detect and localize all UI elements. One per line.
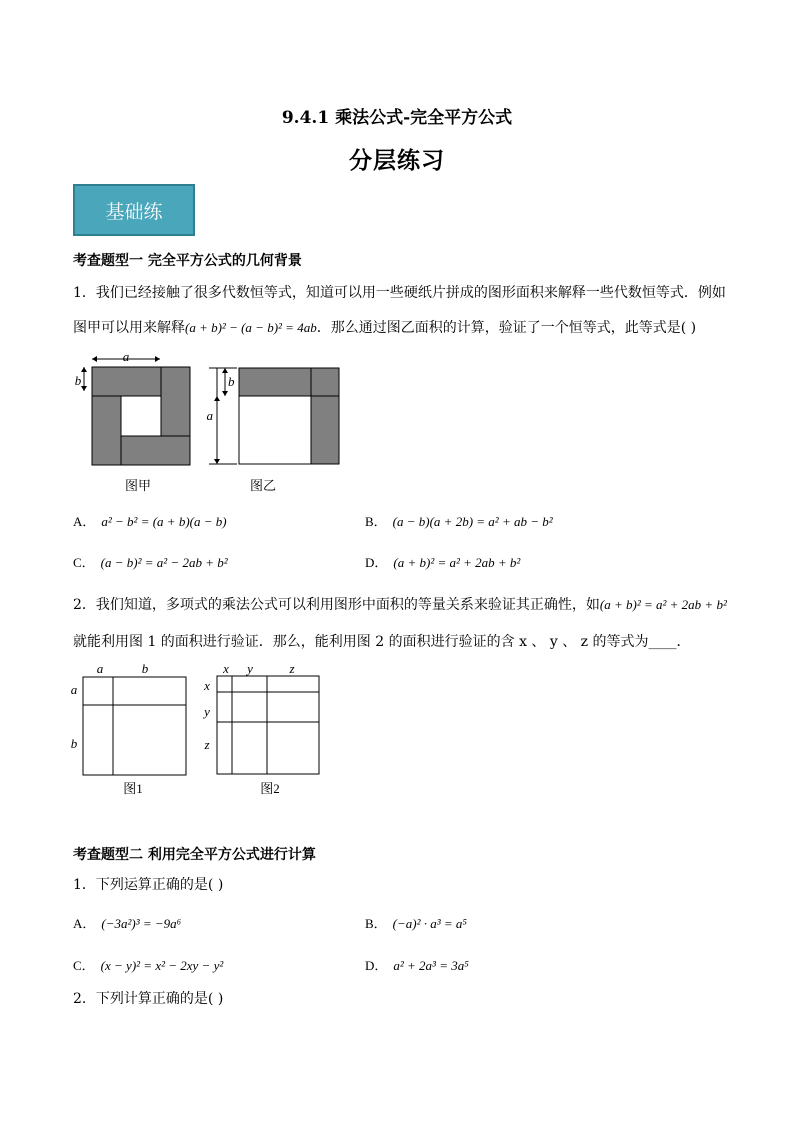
option-b: [365, 913, 467, 932]
option-b: [365, 511, 553, 530]
arrow-up: [222, 368, 228, 373]
arrow-up: [81, 367, 87, 372]
document-subtitle: 分层练习: [349, 147, 445, 174]
section-heading-2: 考查题型二 利用完全平方公式进行计算: [73, 847, 316, 863]
option-text: (−3a²)³ = −9a⁶: [101, 916, 182, 931]
label-top-z: z: [289, 661, 295, 676]
caption-fig1: 图1: [123, 781, 143, 796]
arrow-up: [214, 396, 220, 401]
option-c: [73, 552, 228, 571]
option-text: (x − y)² = x² − 2xy − y²: [100, 958, 224, 973]
label-top-x: x: [223, 661, 229, 676]
arrow-down: [222, 391, 228, 396]
question-2-prefix: 2．我们知道，多项式的乘法公式可以利用图形中面积的等量关系来验证其正确性，如: [73, 597, 600, 613]
option-text: a² − b² = (a + b)(a − b): [101, 514, 227, 529]
inner-square: [239, 396, 311, 464]
label-top-a: a: [96, 661, 104, 676]
option-key: D．: [365, 958, 388, 973]
arrow-right: [155, 356, 160, 362]
figure-jia: [70, 345, 200, 495]
option-key: D．: [365, 555, 388, 570]
label-left-a: a: [70, 682, 78, 697]
caption-yi: 图乙: [249, 478, 277, 493]
option-key: B．: [365, 916, 387, 931]
question-1-line-2: [73, 319, 696, 337]
label-b: b: [74, 373, 82, 388]
question-1-line-1: 1．我们已经接触了很多代数恒等式，知道可以用一些硬纸片拼成的图形面积来解释一些代数恒等式．例如: [73, 285, 726, 301]
question-2-line-1: [73, 596, 727, 614]
option-key: A．: [73, 916, 96, 931]
label-left-y: y: [204, 704, 210, 719]
option-text: (a − b)² = a² − 2ab + b²: [100, 555, 228, 570]
option-c: [73, 955, 223, 974]
level-badge: 基础练: [73, 184, 195, 236]
option-d: [365, 552, 520, 571]
option-text: a² + 2a³ = 3a⁵: [393, 958, 469, 973]
arrow-left: [92, 356, 97, 362]
option-text: (a + b)² = a² + 2ab + b²: [393, 555, 521, 570]
option-text: (a − b)(a + 2b) = a² + ab − b²: [392, 514, 553, 529]
option-key: C．: [73, 555, 95, 570]
caption-fig2: 图2: [260, 781, 280, 796]
label-left-z: z: [204, 737, 210, 752]
figure-1: [65, 660, 195, 800]
label-top-b: b: [141, 661, 149, 676]
label-left-x: x: [204, 678, 210, 693]
option-key: C．: [73, 958, 95, 973]
question-2-2-stem: 2．下列计算正确的是( ): [73, 991, 224, 1007]
inner-square: [121, 396, 161, 436]
question-1-prefix: 图甲可以用来解释: [73, 320, 185, 336]
option-a: [73, 913, 181, 932]
outer-square: [83, 677, 186, 775]
option-key: B．: [365, 514, 387, 529]
option-a: [73, 511, 227, 530]
arrow-down: [214, 459, 220, 464]
section-heading-1: 考查题型一 完全平方公式的几何背景: [73, 253, 302, 269]
label-b: b: [228, 374, 235, 389]
label-left-b: b: [70, 736, 78, 751]
question-2-line-2: 就能利用图 1 的面积进行验证．那么，能利用图 2 的面积进行验证的含 x 、 y 、 z 的等式为____．: [73, 634, 691, 650]
question-1-suffix: ．那么通过图乙面积的计算，验证了一个恒等式，此等式是( ): [316, 320, 697, 336]
question-1-formula: (a + b)² − (a − b)² = 4ab: [185, 320, 317, 335]
question-2-formula: (a + b)² = a² + 2ab + b²: [599, 597, 727, 612]
arrow-down: [81, 386, 87, 391]
label-top-y: y: [247, 661, 253, 676]
caption-jia: 图甲: [124, 478, 152, 493]
figure-yi: [205, 360, 345, 495]
label-a: a: [206, 408, 213, 423]
option-d: [365, 955, 469, 974]
label-a: a: [122, 349, 130, 364]
document-title: 9.4.1 乘法公式-完全平方公式: [281, 108, 513, 128]
option-text: (−a)² · a³ = a⁵: [392, 916, 467, 931]
figure-2: [198, 660, 328, 800]
option-key: A．: [73, 514, 96, 529]
question-2-1-stem: 1．下列运算正确的是( ): [73, 877, 224, 893]
